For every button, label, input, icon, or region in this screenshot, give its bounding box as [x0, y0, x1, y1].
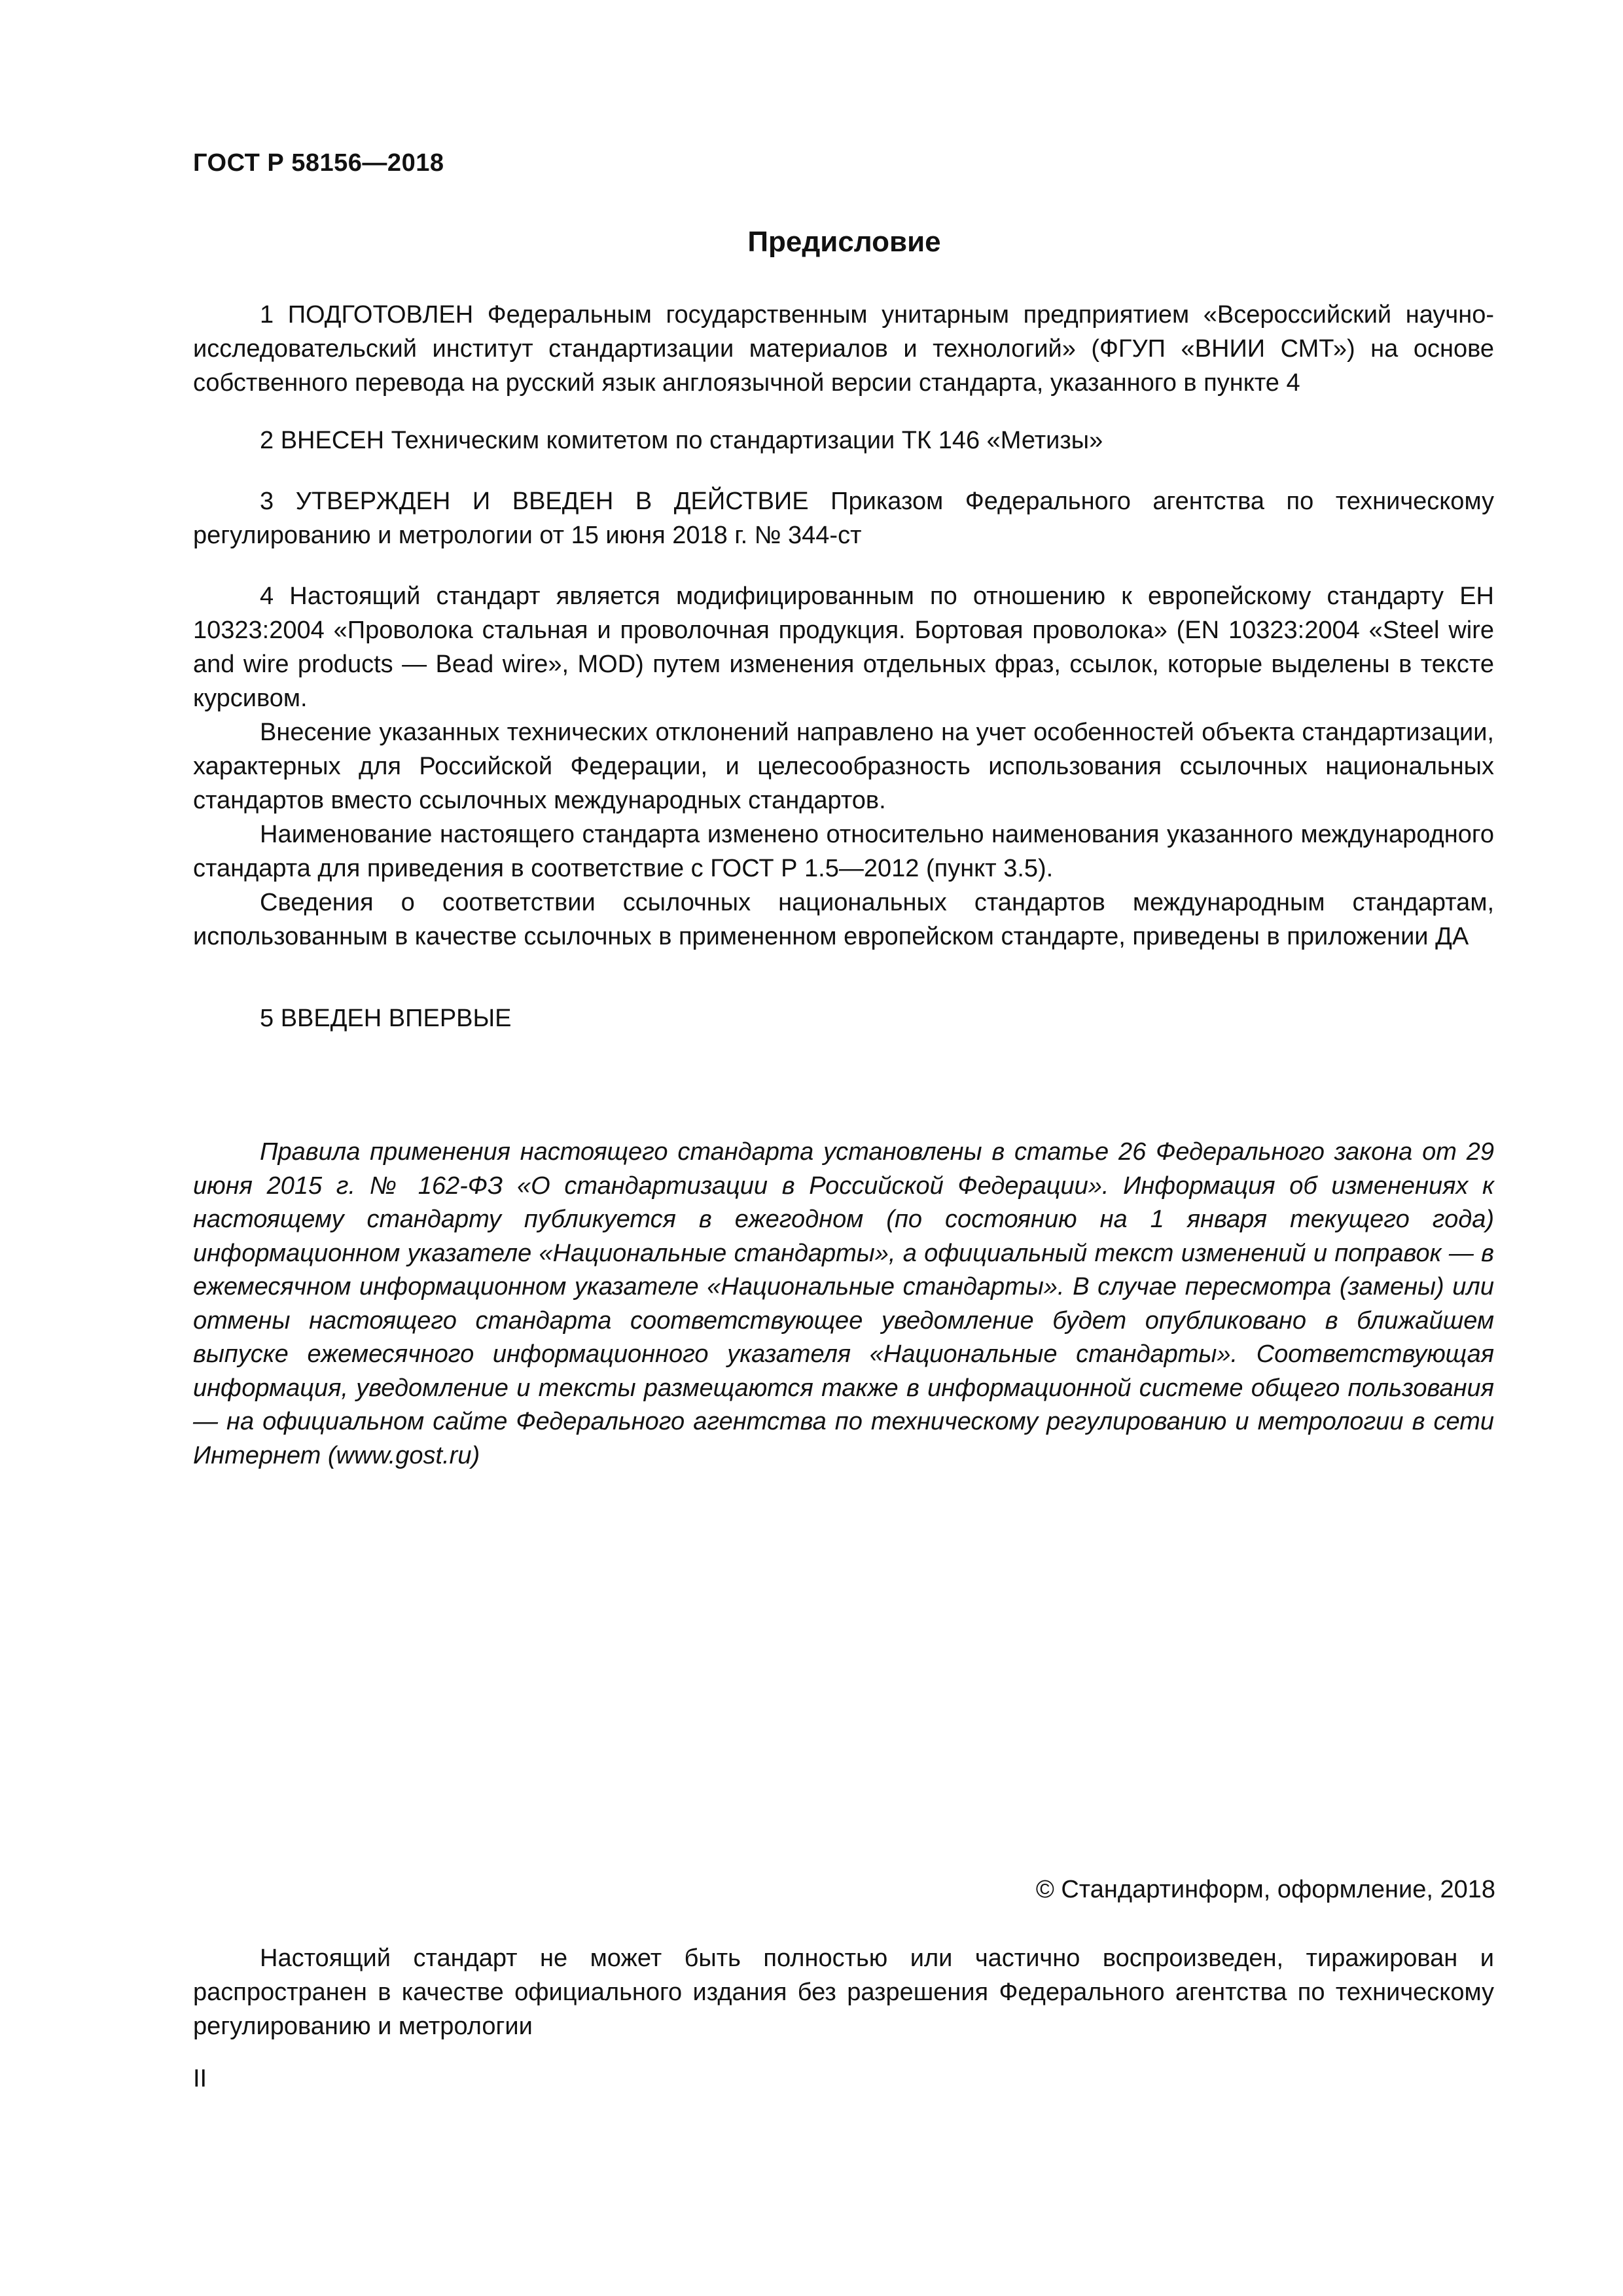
preface-section-3: [193, 484, 1494, 552]
preface-item-2: 2 ВНЕСЕН Техническим комитетом по стандартизации ТК 146 «Метизы»: [260, 427, 1103, 454]
preface-section-1: [193, 298, 1494, 400]
preface-item-1: 1 ПОДГОТОВЛЕН Федеральным государственным унитарным предприятием «Всероссийский научно-исследовательский институт стандартизации материалов и технологий» (ФГУП «ВНИИ СМТ») на основе собственного перевода на русский язык англоязычной версии стандарта, указанного в пункте 4: [193, 301, 1494, 397]
document-designation: ГОСТ Р 58156—2018: [193, 149, 444, 177]
preface-item-4: 4 Настоящий стандарт является модифицированным по отношению к европейскому стандарту ЕН 10323:2004 «Проволока стальная и проволочная продукция. Бортовая проволока» (EN 10323:2004 «Steel wire and wire products — Bead wire», MOD) путем изменения отдельных фраз, ссылок, которые выделены в тексте курсивом.: [193, 583, 1494, 712]
preface-item-3: 3 УТВЕРЖДЕН И ВВЕДЕН В ДЕЙСТВИЕ Приказом Федерального агентства по техническому регулированию и метрологии от 15 июня 2018 г. № 344-ст: [193, 488, 1494, 549]
application-rules-text: Правила применения настоящего стандарта установлены в статье 26 Федерального закона от 29 июня 2015 г. № 162-ФЗ «О стандартизации в Российской Федерации». Информация об изменениях к настоящему стандарту публикуется в ежегодном (по состоянию на 1 января текущего года) информационном указателе «Национальные стандарты», а официальный текст изменений и поправок — в ежемесячном информационном указателе «Национальные стандарты». В случае пересмотра (замены) или отмены настоящего стандарта соответствующее уведомление будет опубликовано в ближайшем выпуске ежемесячного информационного указателя «Национальные стандарты». Соответствующая информация, уведомление и тексты размещаются также в информационной системе общего пользования — на официальном сайте Федерального агентства по техническому регулированию и метрологии в сети Интернет (www.gost.ru): [193, 1138, 1494, 1469]
preface-section-4: [193, 579, 1494, 954]
preface-item-4-name-change: Наименование настоящего стандарта изменено относительно наименования указанного международного стандарта для приведения в соответствие с ГОСТ Р 1.5—2012 (пункт 3.5).: [193, 821, 1494, 882]
preface-item-4-deviations: Внесение указанных технических отклонений направлено на учет особенностей объекта стандартизации, характерных для Российской Федерации, и целесообразность использования ссылочных национальных стандартов вместо ссылочных международных стандартов.: [193, 719, 1494, 814]
preface-section-2: [193, 423, 1494, 457]
copyright-line: © Стандартинформ, оформление, 2018: [1035, 1876, 1495, 1903]
preface-section-5: [193, 1001, 1494, 1035]
reproduction-notice: Настоящий стандарт не может быть полностью или частично воспроизведен, тиражирован и распространен в качестве официального издания без разрешения Федерального агентства по техническому регулированию и метрологии: [193, 1945, 1494, 2040]
preface-item-5: 5 ВВЕДЕН ВПЕРВЫЕ: [260, 1005, 512, 1032]
page-title: Предисловие: [747, 226, 941, 258]
page-number: II: [193, 2065, 207, 2092]
preface-item-4-references: Сведения о соответствии ссылочных национальных стандартов международным стандартам, использованным в качестве ссылочных в примененном европейском стандарте, приведены в приложении ДА: [193, 889, 1494, 950]
